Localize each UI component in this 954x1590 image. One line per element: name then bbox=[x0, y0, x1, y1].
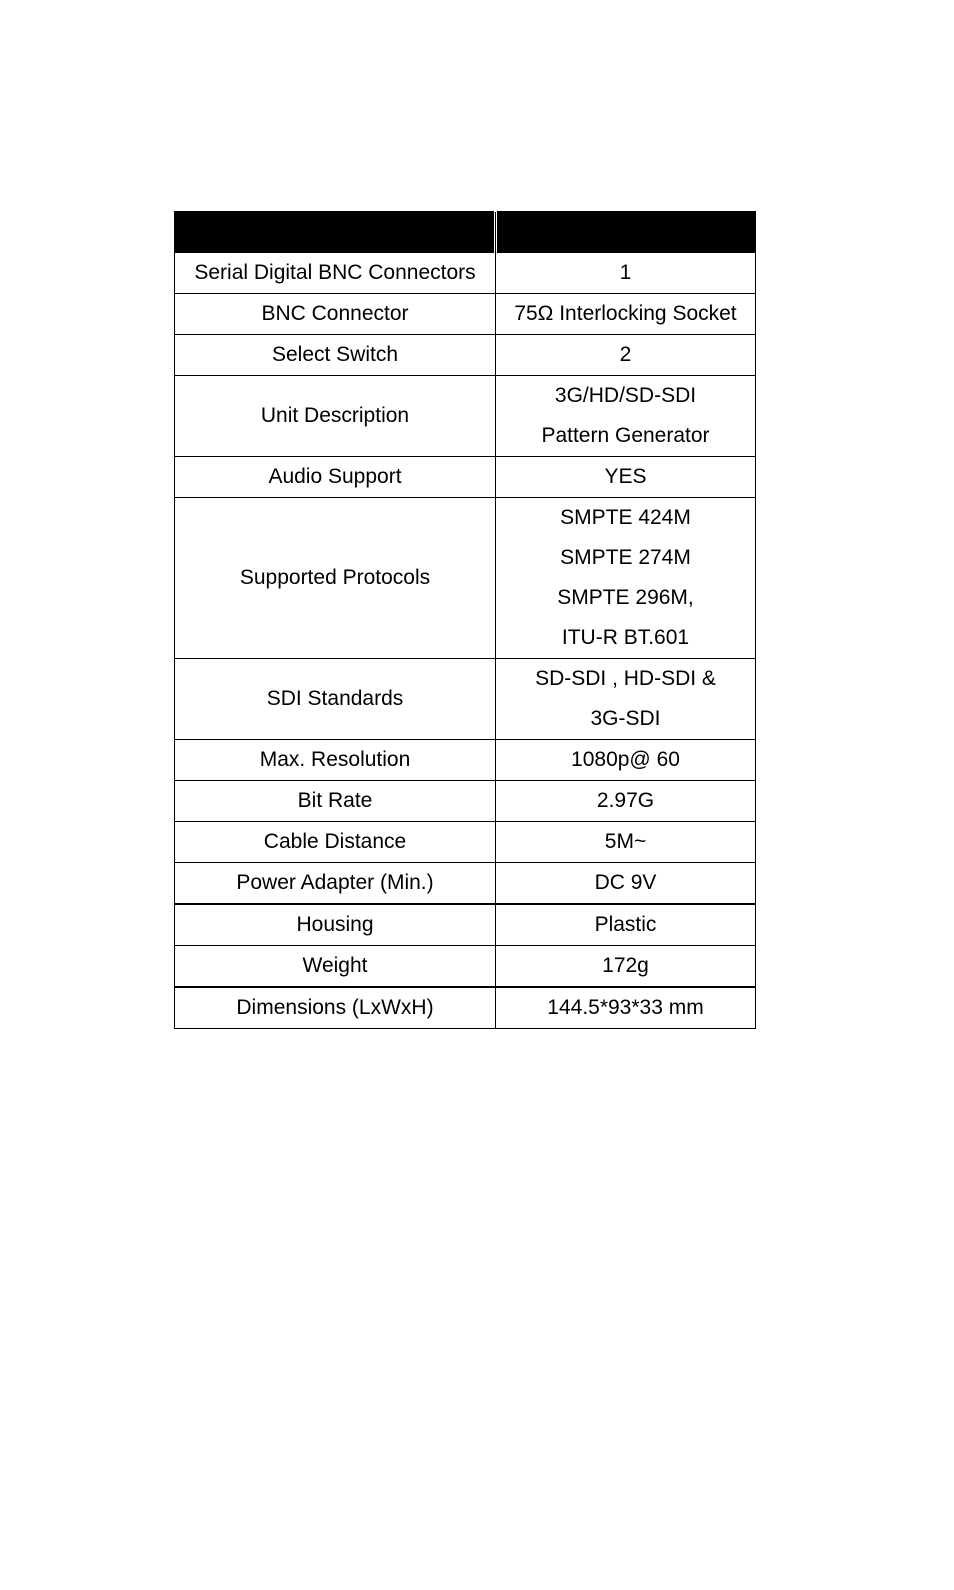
spec-value bbox=[496, 946, 756, 988]
spec-value bbox=[496, 904, 756, 946]
spec-label: Max. Resolution bbox=[175, 740, 496, 781]
header-cell-value bbox=[496, 212, 756, 253]
spec-value-line: 2.97G bbox=[596, 789, 655, 812]
spec-value-line: 1080p@ 60 bbox=[571, 748, 680, 771]
spec-value bbox=[496, 498, 756, 659]
spec-value bbox=[496, 863, 756, 905]
spec-value bbox=[496, 822, 756, 863]
spec-label: Unit Description bbox=[175, 376, 496, 457]
spec-value bbox=[496, 335, 756, 376]
table-row bbox=[175, 822, 756, 863]
spec-value-line: 5M~ bbox=[604, 830, 647, 853]
spec-value-line: Pattern Generator bbox=[541, 424, 710, 447]
table-row bbox=[175, 781, 756, 822]
table-row bbox=[175, 904, 756, 946]
spec-label: Dimensions (LxWxH) bbox=[175, 987, 496, 1029]
spec-value-line: 2 bbox=[619, 343, 632, 366]
spec-value-line: YES bbox=[604, 465, 647, 488]
spec-value-line: Plastic bbox=[594, 913, 657, 936]
spec-table-body bbox=[175, 253, 756, 1029]
table-row bbox=[175, 335, 756, 376]
spec-label: Audio Support bbox=[175, 457, 496, 498]
spec-value-line: 172g bbox=[602, 954, 649, 977]
spec-label: Supported Protocols bbox=[175, 498, 496, 659]
spec-label: Weight bbox=[175, 946, 496, 988]
spec-value-line: 75Ω Interlocking Socket bbox=[514, 302, 737, 325]
spec-label: Bit Rate bbox=[175, 781, 496, 822]
spec-value-line: 3G-SDI bbox=[590, 707, 661, 730]
spec-table-header-row bbox=[175, 212, 756, 253]
spec-label: Cable Distance bbox=[175, 822, 496, 863]
spec-value bbox=[496, 987, 756, 1029]
spec-label: Select Switch bbox=[175, 335, 496, 376]
spec-value-line: 3G/HD/SD-SDI bbox=[554, 384, 697, 407]
spec-value bbox=[496, 376, 756, 457]
table-row bbox=[175, 376, 756, 457]
table-row bbox=[175, 253, 756, 294]
spec-value bbox=[496, 457, 756, 498]
spec-value-line: 144.5*93*33 mm bbox=[547, 996, 704, 1019]
spec-table bbox=[174, 211, 756, 1029]
spec-label: Serial Digital BNC Connectors bbox=[175, 253, 496, 294]
table-row bbox=[175, 498, 756, 659]
spec-value-line: ITU-R BT.601 bbox=[561, 626, 690, 649]
spec-label: Power Adapter (Min.) bbox=[175, 863, 496, 905]
spec-value bbox=[496, 781, 756, 822]
spec-label: BNC Connector bbox=[175, 294, 496, 335]
spec-value-line: 1 bbox=[619, 261, 632, 284]
table-row bbox=[175, 740, 756, 781]
spec-value-line: SMPTE 296M, bbox=[557, 586, 694, 609]
spec-value-line: SMPTE 424M bbox=[560, 506, 691, 529]
spec-value-line: DC 9V bbox=[594, 871, 657, 894]
table-row bbox=[175, 659, 756, 740]
table-row bbox=[175, 946, 756, 988]
table-row bbox=[175, 294, 756, 335]
spec-table-header bbox=[175, 212, 756, 253]
table-row bbox=[175, 863, 756, 905]
spec-value-line: SMPTE 274M bbox=[560, 546, 691, 569]
table-row bbox=[175, 457, 756, 498]
spec-value bbox=[496, 740, 756, 781]
table-row bbox=[175, 987, 756, 1029]
spec-value bbox=[496, 294, 756, 335]
spec-value bbox=[496, 659, 756, 740]
spec-label: Housing bbox=[175, 904, 496, 946]
header-cell-label bbox=[175, 212, 496, 253]
spec-value bbox=[496, 253, 756, 294]
spec-label: SDI Standards bbox=[175, 659, 496, 740]
spec-value-line: SD-SDI , HD-SDI & bbox=[535, 667, 716, 690]
